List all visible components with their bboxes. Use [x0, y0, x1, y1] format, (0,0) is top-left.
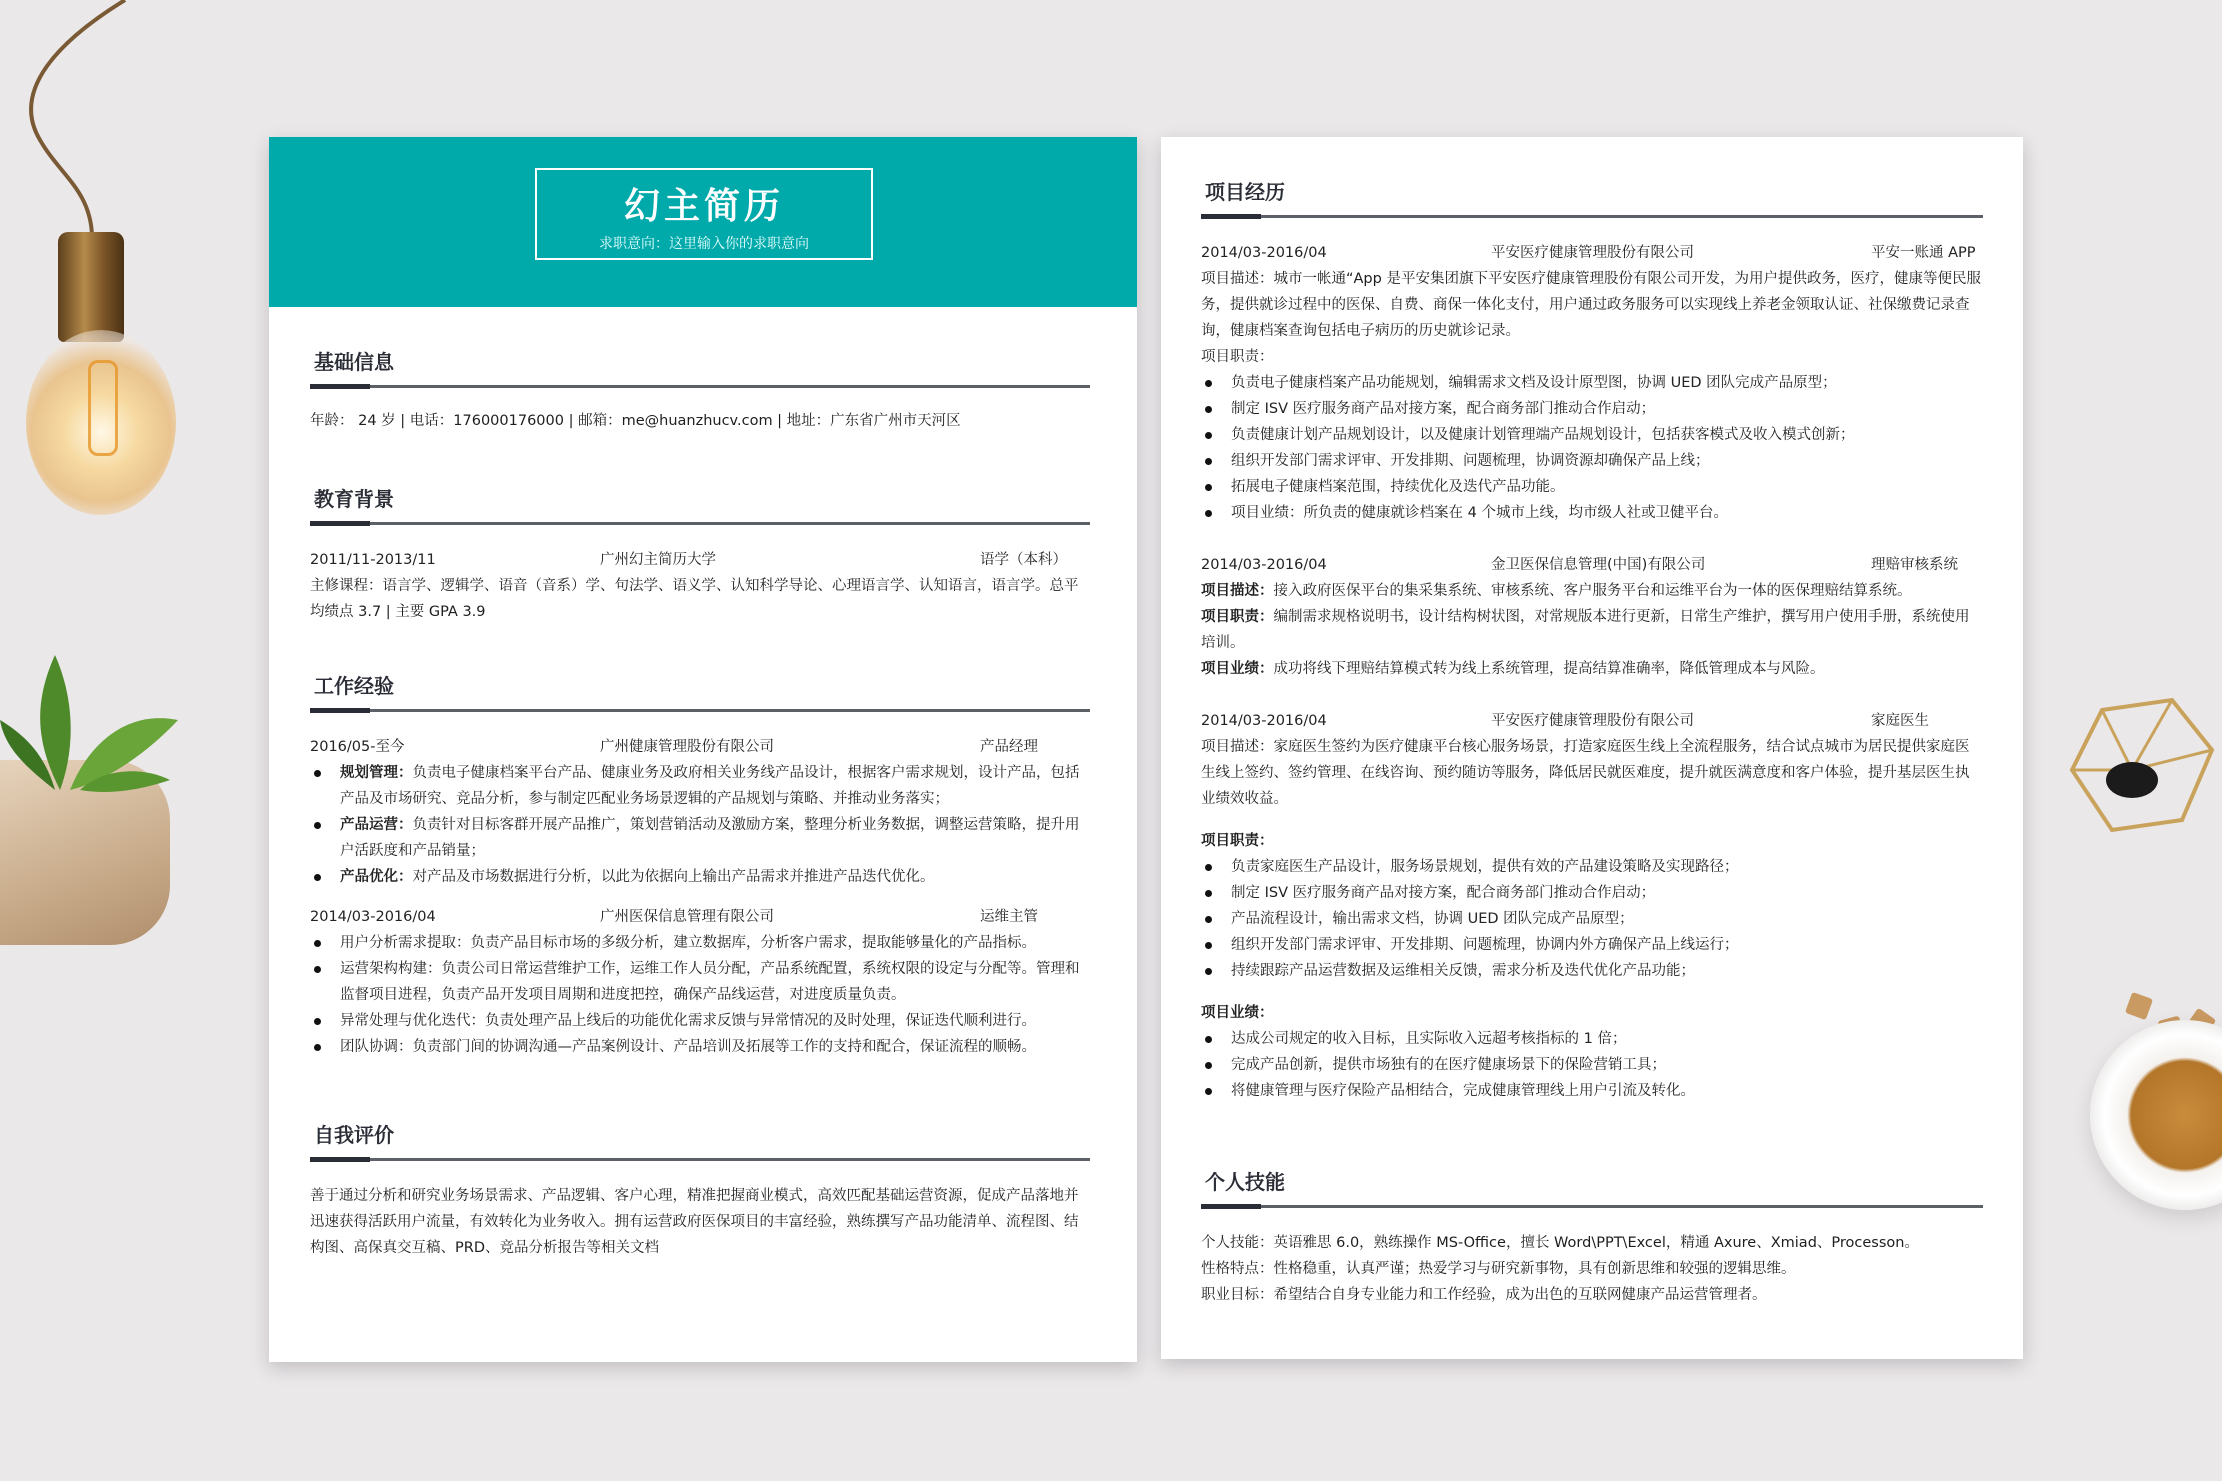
edu-degree: 语学（本科） [980, 552, 1067, 568]
project-duties [1201, 370, 1983, 526]
section-rule [1201, 215, 1983, 218]
list-item: 负责家庭医生产品设计，服务场景规划，提供有效的产品建设策略及实现路径； [1231, 854, 1983, 880]
edu-school: 广州幻主简历大学 [600, 552, 716, 568]
project-name: 家庭医生 [1871, 713, 1929, 729]
job-date: 2014/03-2016/04 [310, 909, 436, 925]
section-heading: 基础信息 [314, 350, 394, 374]
job-row [310, 734, 1090, 760]
geometric-candle-holder-icon [2062, 690, 2222, 850]
edu-detail: 主修课程：语言学、逻辑学、语音（音系）学、句法学、语义学、认知科学导论、心理语言学、认知语言，语言学。总平均绩点 3.7 | 主要 GPA 3.9 [310, 578, 1079, 620]
job-row [310, 904, 1090, 930]
section-heading: 项目经历 [1205, 180, 1285, 204]
list-item: 组织开发部门需求评审、开发排期、问题梳理，协调内外方确保产品上线运行； [1231, 932, 1983, 958]
section-heading: 自我评价 [314, 1123, 394, 1147]
section-projects [1201, 177, 1983, 1104]
section-basic [310, 347, 1090, 434]
project-company: 金卫医保信息管理(中国)有限公司 [1491, 557, 1706, 573]
section-heading: 工作经验 [314, 674, 394, 698]
project-company: 平安医疗健康管理股份有限公司 [1491, 245, 1694, 261]
project-description: 项目描述：家庭医生签约为医疗健康平台核心服务场景，打造家庭医生线上全流程服务，结合试点城市为居民提供家庭医生线上签约、签约管理、在线咨询、预约随访等服务，降低居民就医难度，提升就医满意度和客户体验，提升基层医生执业绩效收益。 [1201, 739, 1970, 807]
project-date: 2014/03-2016/04 [1201, 713, 1327, 729]
job-company: 广州医保信息管理有限公司 [600, 909, 774, 925]
project-name: 平安一账通 APP [1871, 245, 1976, 261]
section-rule [310, 709, 1090, 712]
section-heading: 个人技能 [1205, 1170, 1285, 1194]
self-evaluation-text: 善于通过分析和研究业务场景需求、产品逻辑、客户心理，精准把握商业模式，高效匹配基础运营资源，促成产品落地并迅速获得活跃用户流量，有效转化为业务收入。拥有运营政府医保项目的丰富经验，熟练撰写产品功能清单、流程图、结构图、高保真交互稿、PRD、竞品分析报告等相关文档 [310, 1188, 1079, 1256]
project-row [1201, 708, 1983, 734]
list-item: 达成公司规定的收入目标，且实际收入远超考核指标的 1 倍； [1231, 1026, 1983, 1052]
list-item: 组织开发部门需求评审、开发排期、问题梳理，协调资源却确保产品上线； [1231, 448, 1983, 474]
list-item: 拓展电子健康档案范围，持续优化及迭代产品功能。 [1231, 474, 1983, 500]
list-item: 产品优化：对产品及市场数据进行分析，以此为依据向上输出产品需求并推进产品迭代优化。 [340, 864, 1090, 890]
project-date: 2014/03-2016/04 [1201, 245, 1327, 261]
project-result-label: 项目业绩： [1201, 1005, 1274, 1021]
list-item: 负责健康计划产品规划设计，以及健康计划管理端产品规划设计，包括获客模式及收入模式创新； [1231, 422, 1983, 448]
list-item: 用户分析需求提取：负责产品目标市场的多级分析，建立数据库，分析客户需求，提取能够量化的产品指标。 [340, 930, 1090, 956]
section-rule [310, 522, 1090, 525]
title-box [535, 168, 873, 260]
project-duties [1201, 854, 1983, 984]
section-heading: 教育背景 [314, 487, 394, 511]
skill-line: 性格特点：性格稳重，认真严谨；热爱学习与研究新事物，具有创新思维和较强的逻辑思维。 [1201, 1261, 1796, 1277]
project-date: 2014/03-2016/04 [1201, 557, 1327, 573]
resume-title: 幻主简历 [623, 186, 784, 227]
education-row [310, 547, 1090, 573]
section-rule [310, 385, 1090, 388]
skill-line: 职业目标：希望结合自身专业能力和工作经验，成为出色的互联网健康产品运营管理者。 [1201, 1287, 1767, 1303]
section-skills [1201, 1167, 1983, 1308]
list-item: 负责电子健康档案产品功能规划，编辑需求文档及设计原型图，协调 UED 团队完成产品原型； [1231, 370, 1983, 396]
list-item: 异常处理与优化迭代：负责处理产品上线后的功能优化需求反馈与异常情况的及时处理，保证迭代顺利进行。 [340, 1008, 1090, 1034]
job-company: 广州健康管理股份有限公司 [600, 739, 774, 755]
project-name: 理赔审核系统 [1871, 557, 1958, 573]
lamp-socket [58, 232, 124, 342]
basic-info-line: 年龄： 24 岁 | 电话：176000176000 | 邮箱：me@huanzhucv.com | 地址：广东省广州市天河区 [310, 413, 961, 429]
plant-icon [0, 640, 200, 810]
project-result: 项目业绩：成功将线下理赔结算模式转为线上系统管理，提高结算准确率，降低管理成本与风险。 [1201, 661, 1825, 677]
list-item: 规划管理：负责电子健康档案平台产品、健康业务及政府相关业务线产品设计，根据客户需求规划，设计产品，包括产品及市场研究、竞品分析，参与制定匹配业务场景逻辑的产品规划与策略、并推动业务落实； [340, 760, 1090, 812]
sugar-cube [2125, 992, 2153, 1020]
project-results [1201, 1026, 1983, 1104]
project-description: 项目描述：接入政府医保平台的集采集系统、审核系统、客户服务平台和运维平台为一体的医保理赔结算系统。 [1201, 583, 1912, 599]
list-item: 完成产品创新，提供市场独有的在医疗健康场景下的保险营销工具； [1231, 1052, 1983, 1078]
section-rule [1201, 1205, 1983, 1208]
project-row [1201, 240, 1983, 266]
list-item: 产品流程设计，输出需求文档，协调 UED 团队完成产品原型； [1231, 906, 1983, 932]
job-duties [310, 760, 1090, 890]
edu-date: 2011/11-2013/11 [310, 552, 436, 568]
project-row [1201, 552, 1983, 578]
job-role: 运维主管 [980, 909, 1038, 925]
job-duties [310, 930, 1090, 1060]
header-banner [269, 137, 1137, 307]
lamp-cord [0, 0, 200, 250]
job-date: 2016/05-至今 [310, 739, 405, 755]
job-role: 产品经理 [980, 739, 1038, 755]
section-self-evaluation [310, 1120, 1090, 1261]
list-item: 团队协调：负责部门间的协调沟通—产品案例设计、产品培训及拓展等工作的支持和配合，保证流程的顺畅。 [340, 1034, 1090, 1060]
bulb-filament [88, 360, 118, 456]
project-duty-label: 项目职责： [1201, 349, 1274, 365]
list-item: 持续跟踪产品运营数据及运维相关反馈，需求分析及迭代优化产品功能； [1231, 958, 1983, 984]
resume-page-right [1161, 137, 2023, 1359]
list-item: 运营架构构建：负责公司日常运营维护工作，运维工作人员分配，产品系统配置，系统权限的设定与分配等。管理和监督项目进程，负责产品开发项目周期和进度把控，确保产品线运营，对进度质量负责。 [340, 956, 1090, 1008]
project-duty: 项目职责：编制需求规格说明书，设计结构树状图，对常规版本进行更新，日常生产维护，撰写用户使用手册，系统使用培训。 [1201, 609, 1970, 651]
section-work [310, 671, 1090, 1060]
list-item: 制定 ISV 医疗服务商产品对接方案，配合商务部门推动合作启动； [1231, 880, 1983, 906]
section-education [310, 484, 1090, 625]
list-item: 将健康管理与医疗保险产品相结合，完成健康管理线上用户引流及转化。 [1231, 1078, 1983, 1104]
job-objective: 求职意向：这里输入你的求职意向 [599, 236, 809, 252]
project-description: 项目描述：城市一帐通“App 是平安集团旗下平安医疗健康管理股份有限公司开发，为用户提供政务，医疗，健康等便民服务，提供就诊过程中的医保、自费、商保一体化支付，用户通过政务服务可以实现线上养老金领取认证、社保缴费记录查询，健康档案查询包括电子病历的历史就诊记录。 [1201, 271, 1981, 339]
section-rule [310, 1158, 1090, 1161]
list-item: 产品运营：负责针对目标客群开展产品推广，策划营销活动及激励方案，整理分析业务数据，调整运营策略，提升用户活跃度和产品销量； [340, 812, 1090, 864]
list-item: 项目业绩：所负责的健康就诊档案在 4 个城市上线，均市级人社或卫健平台。 [1231, 500, 1983, 526]
resume-page-left [269, 137, 1137, 1362]
project-company: 平安医疗健康管理股份有限公司 [1491, 713, 1694, 729]
list-item: 制定 ISV 医疗服务商产品对接方案，配合商务部门推动合作启动； [1231, 396, 1983, 422]
coffee-cup-icon [2090, 1020, 2222, 1210]
project-duty-label: 项目职责： [1201, 833, 1274, 849]
skill-line: 个人技能：英语雅思 6.0，熟练操作 MS-Office，擅长 Word\PPT\Excel，精通 Axure、Xmiad、Processon。 [1201, 1235, 1919, 1251]
